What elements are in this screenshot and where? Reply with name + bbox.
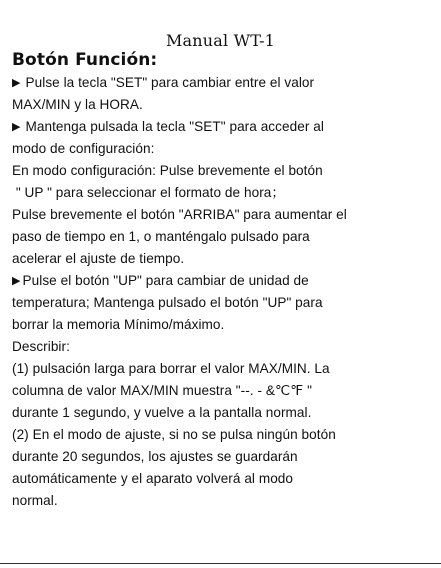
text-line: borrar la memoria Mínimo/máximo.: [12, 317, 225, 332]
text-line: temperatura; Mantenga pulsado el botón "UP" para: [12, 295, 323, 310]
text-line: modo de configuración:: [12, 141, 155, 156]
text-line: ▶ Pulse el botón "UP" para cambiar de unidad de: [12, 270, 437, 292]
text-line: (1) pulsación larga para borrar el valor MAX/MIN. La: [12, 361, 330, 376]
text-line: En modo configuración: Pulse brevemente el botón: [12, 163, 323, 178]
bullet-right-triangle-icon: ▶: [12, 77, 21, 89]
text-line: durante 20 segundos, los ajustes se guardarán: [12, 449, 298, 464]
instructions-body: [12, 72, 437, 512]
text-line: paso de tiempo en 1, o manténgalo pulsado para: [12, 229, 310, 244]
text-line: acelerar el ajuste de tiempo.: [12, 251, 185, 266]
text-line: Describir:: [12, 339, 70, 354]
bullet-right-triangle-icon: ▶: [12, 275, 21, 287]
bullet-right-triangle-icon: ▶: [12, 121, 21, 133]
section-heading: Botón Función:: [12, 50, 158, 70]
text-line: " UP " para seleccionar el formato de hora；: [12, 185, 286, 200]
document-title: Manual WT-1: [165, 31, 276, 50]
text-line: ▶ Pulse la tecla "SET" para cambiar entre el valor: [12, 72, 437, 94]
text-line: durante 1 segundo, y vuelve a la pantalla normal.: [12, 405, 312, 420]
text-line: (2) En el modo de ajuste, si no se pulsa ningún botón: [12, 427, 336, 442]
text-line: ▶ Mantenga pulsada la tecla "SET" para acceder al: [12, 116, 437, 138]
text-line: normal.: [12, 493, 58, 508]
text-line: Pulse brevemente el botón "ARRIBA" para aumentar el: [12, 207, 347, 222]
text-line: automáticamente y el aparato volverá al modo: [12, 471, 294, 486]
text-line: MAX/MIN y la HORA.: [12, 97, 143, 112]
page-bottom-rule: [0, 563, 441, 564]
text-line: columna de valor MAX/MIN muestra "--. - &℃℉ ": [12, 383, 312, 398]
